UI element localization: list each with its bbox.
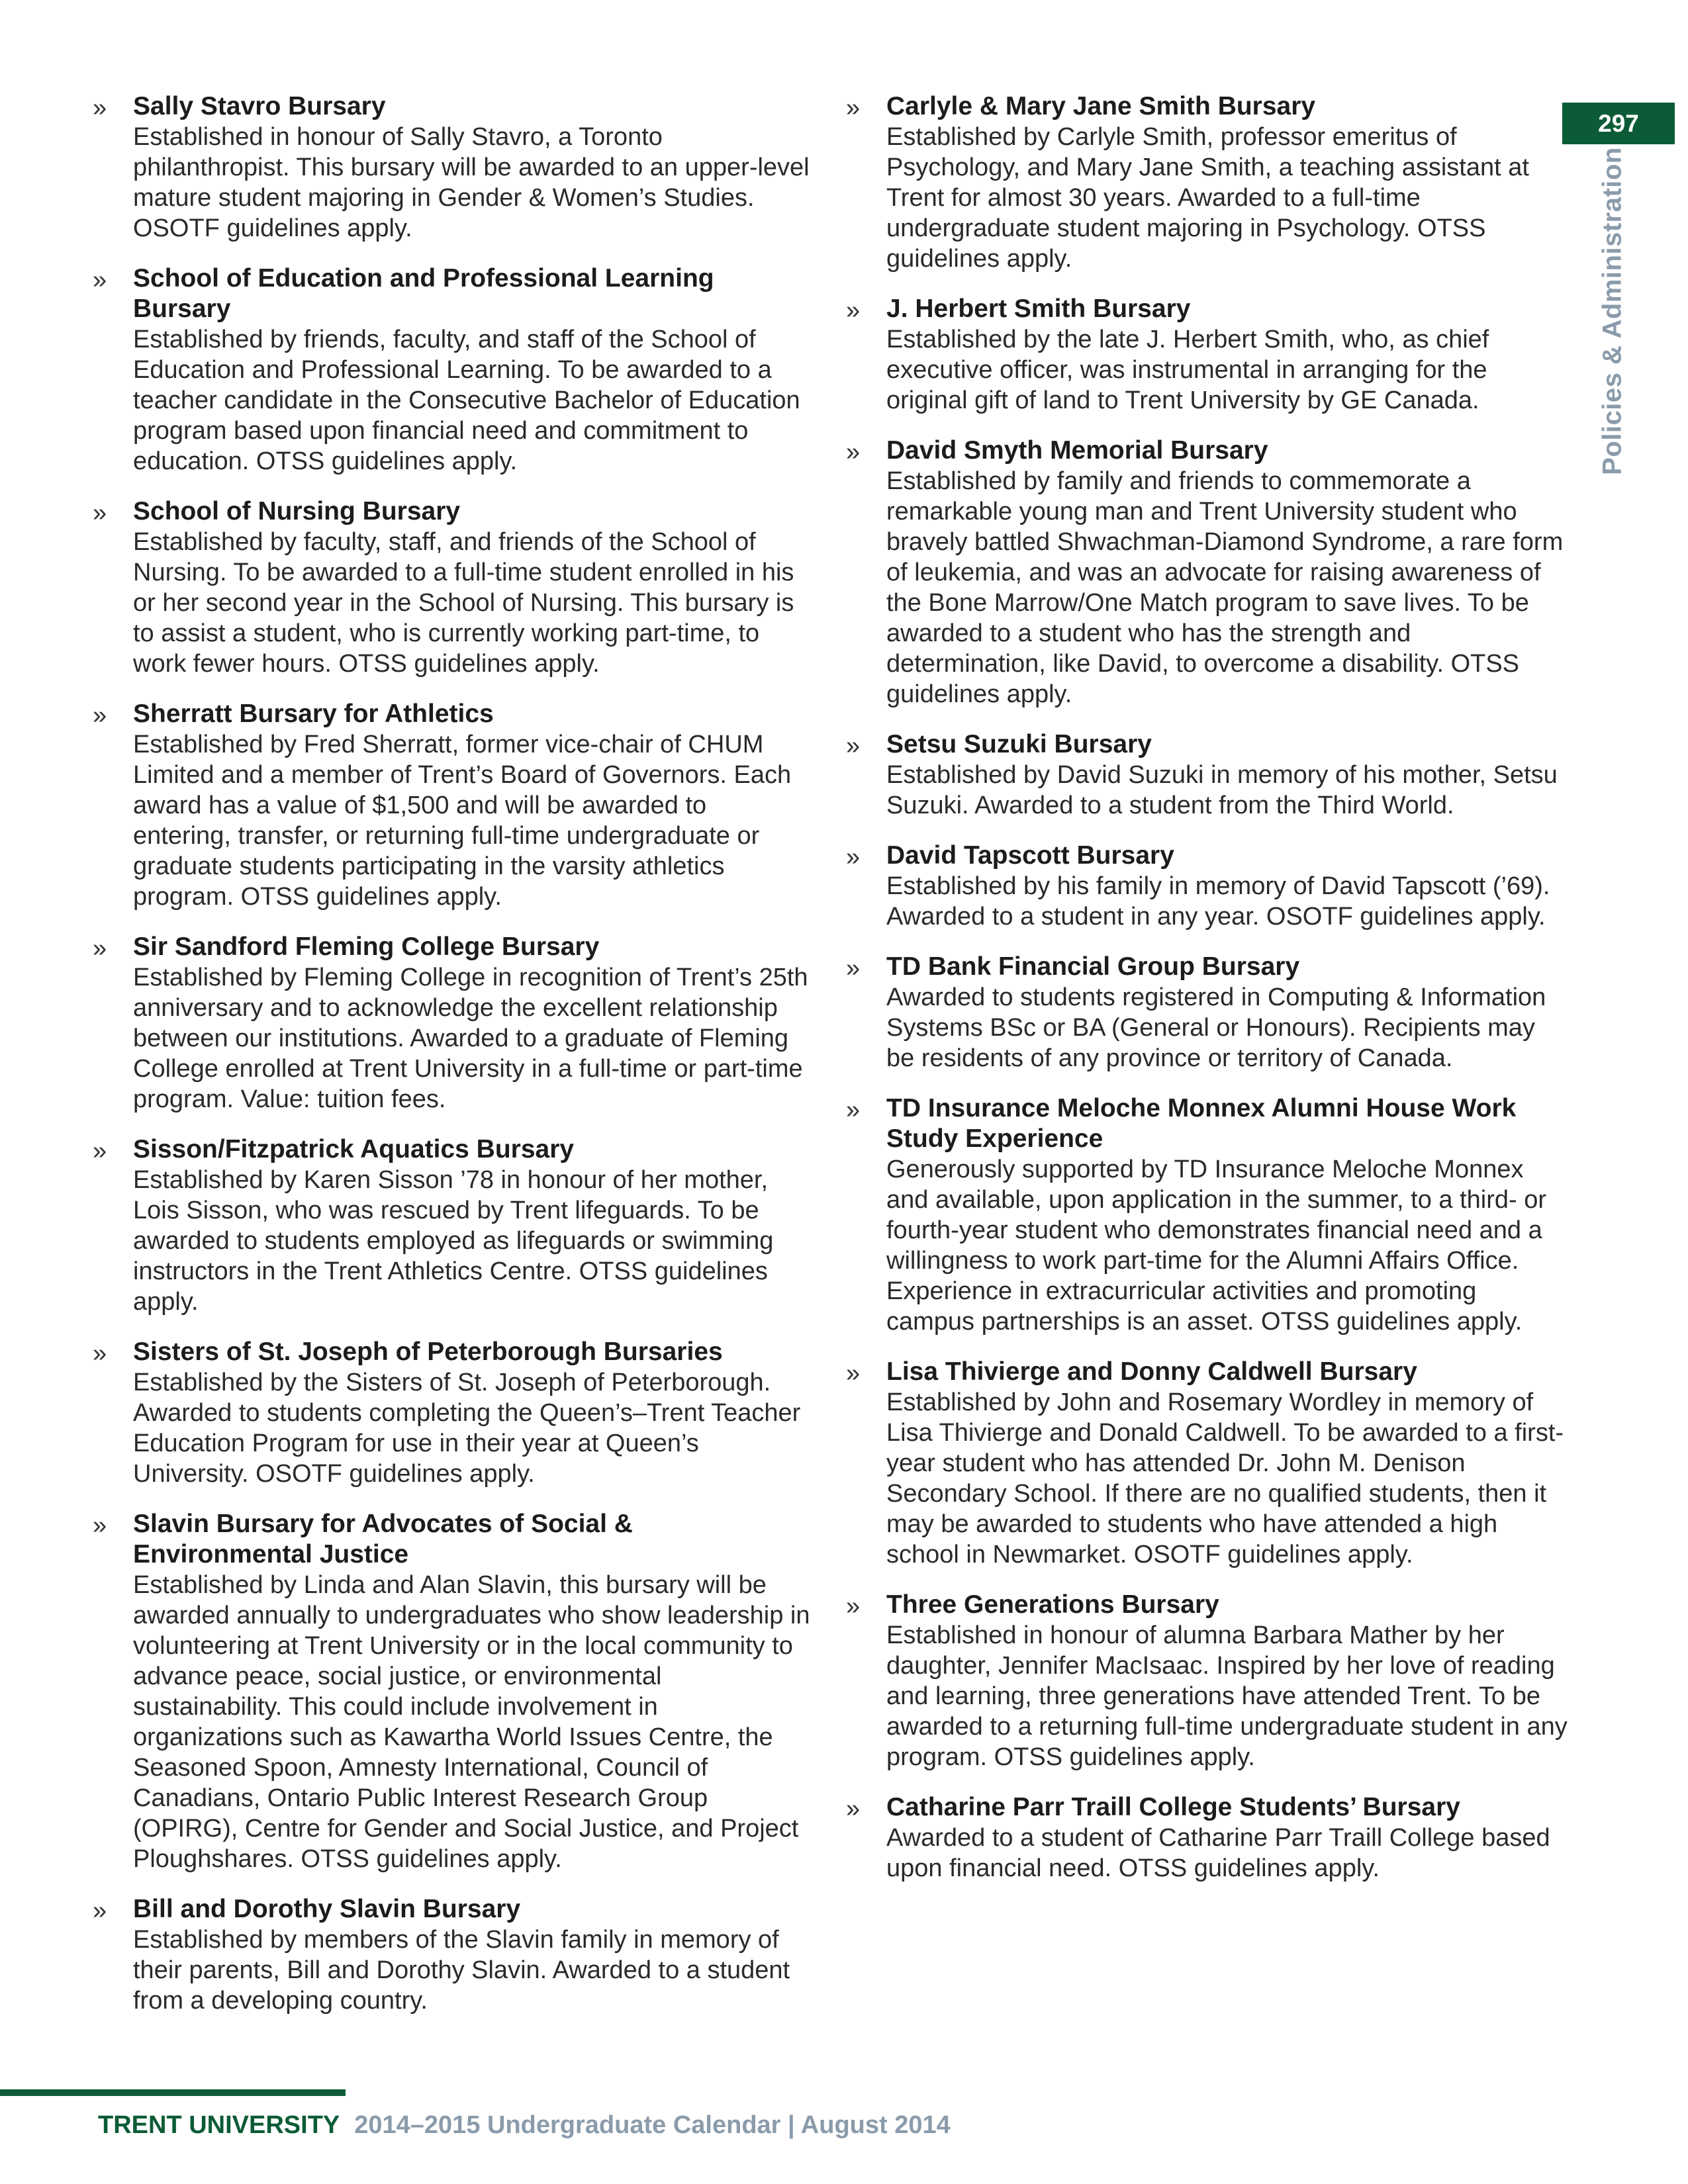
- bullet-marker: »: [846, 1592, 861, 1620]
- bursary-entry: [846, 1357, 1568, 1570]
- bullet-marker: »: [93, 1340, 107, 1367]
- bursary-title: David Tapscott Bursary: [886, 841, 1174, 870]
- footer-university: TRENT UNIVERSITY: [98, 2111, 340, 2139]
- bursary-description: Established by the late J. Herbert Smith, who, as chief executive officer, was instrumental in arranging for the original gift of land to Trent University by GE Canada.: [886, 326, 1489, 414]
- bursary-description: Established by Karen Sisson ’78 in honour of her mother, Lois Sisson, who was rescued by Trent lifeguards. To be awarded to students employed as lifeguards or swimming instructors in the Trent Athletics Centre. OTSS guidelines apply.: [133, 1166, 774, 1316]
- bullet-marker: »: [93, 702, 107, 729]
- bursary-entry: [93, 496, 811, 679]
- bursary-title: David Smyth Memorial Bursary: [886, 436, 1268, 465]
- bursary-entry: [846, 841, 1568, 932]
- bullet-marker: »: [93, 94, 107, 122]
- bursary-entry: [93, 932, 811, 1115]
- bullet-marker: »: [846, 1795, 861, 1823]
- bursary-description: Generously supported by TD Insurance Meloche Monnex and available, upon application in the summer, to a third- or fourth-year student who demonstrates financial need and a willingness to work part-time for the Alumni Affairs Office. Experience in extracurricular activities and promoting campus partnerships is an asset. OTSS guidelines apply.: [886, 1156, 1547, 1336]
- bullet-marker: »: [846, 1096, 861, 1124]
- page-number-tab: 297: [1562, 103, 1675, 144]
- bullet-marker: »: [846, 438, 861, 466]
- bullet-marker: »: [93, 1512, 107, 1539]
- bursary-description: Established by Linda and Alan Slavin, this bursary will be awarded annually to undergraduates who show leadership in volunteering at Trent University or in the local community to advance peace, social justice, or environmental sustainability. This could include involvement in organizations such as Kawartha World Issues Centre, the Seasoned Spoon, Amnesty International, Council of Canadians, Ontario Public Interest Research Group (OPIRG), Centre for Gender and Social Justice, and Project Ploughshares. OTSS guidelines apply.: [133, 1571, 810, 1873]
- bursary-description: Established by Fred Sherratt, former vice-chair of CHUM Limited and a member of Trent’s Board of Governors. Each award has a value of $1,500 and will be awarded to entering, transfer, or returning full-time undergraduate or graduate students participating in the varsity athletics program. OTSS guidelines apply.: [133, 731, 792, 911]
- footer-rule: [0, 2089, 346, 2096]
- bullet-marker: »: [846, 843, 861, 871]
- bursary-title: Sally Stavro Bursary: [133, 92, 386, 120]
- bursary-description: Established by Fleming College in recognition of Trent’s 25th anniversary and to acknowledge the excellent relationship between our institutions. Awarded to a graduate of Fleming College enrolled at Trent University in a full-time or part-time program. Value: tuition fees.: [133, 964, 808, 1113]
- bursary-description: Established in honour of Sally Stavro, a Toronto philanthropist. This bursary will be awarded to an upper-level mature student majoring in Gender & Women’s Studies. OSOTF guidelines apply.: [133, 123, 810, 242]
- bursary-entry: [93, 1134, 811, 1317]
- bursary-title: Catharine Parr Traill College Students’ Bursary: [886, 1793, 1460, 1821]
- bursary-description: Established by John and Rosemary Wordley in memory of Lisa Thivierge and Donald Caldwell. To be awarded to a first-year student who has attended Dr. John M. Denison Secondary School. If there are no qualified students, then it may be awarded to students who have attended a high school in Newmarket. OSOTF guidelines apply.: [886, 1388, 1564, 1569]
- bursary-title: Lisa Thivierge and Donny Caldwell Bursary: [886, 1357, 1417, 1386]
- bursary-title: Sir Sandford Fleming College Bursary: [133, 933, 600, 961]
- left-column: [93, 91, 811, 2036]
- bursary-entry: [846, 1792, 1568, 1884]
- bullet-marker: »: [93, 934, 107, 962]
- bursary-description: Established by members of the Slavin family in memory of their parents, Bill and Dorothy Slavin. Awarded to a student from a developing country.: [133, 1926, 790, 2015]
- right-column: [846, 91, 1568, 1903]
- bursary-entry: [846, 294, 1568, 416]
- bursary-description: Established by David Suzuki in memory of his mother, Setsu Suzuki. Awarded to a student from the Third World.: [886, 761, 1558, 819]
- bursary-entry: [846, 1093, 1568, 1337]
- bursary-entry: [93, 91, 811, 244]
- bursary-entry: [93, 1894, 811, 2016]
- section-label: Policies & Administration: [1597, 147, 1627, 475]
- bursary-entry: [846, 729, 1568, 821]
- bullet-marker: »: [93, 1897, 107, 1925]
- bursary-entry: [93, 699, 811, 912]
- bursary-title: Three Generations Bursary: [886, 1590, 1219, 1619]
- bullet-marker: »: [93, 266, 107, 294]
- bursary-title: Setsu Suzuki Bursary: [886, 730, 1152, 758]
- bursary-description: Established by Carlyle Smith, professor emeritus of Psychology, and Mary Jane Smith, a teaching assistant at Trent for almost 30 years. Awarded to a full-time undergraduate student majoring in Psychology. OTSS guidelines apply.: [886, 123, 1529, 273]
- footer: [98, 2110, 951, 2140]
- bullet-marker: »: [846, 296, 861, 324]
- bursary-description: Established in honour of alumna Barbara Mather by her daughter, Jennifer MacIsaac. Inspired by her love of reading and learning, three generations have attended Trent. To be awarded to a returning full-time undergraduate student in any program. OTSS guidelines apply.: [886, 1621, 1568, 1771]
- bursary-entry: [93, 263, 811, 477]
- bursary-title: TD Bank Financial Group Bursary: [886, 952, 1300, 981]
- bursary-title: School of Nursing Bursary: [133, 497, 461, 525]
- bursary-title: TD Insurance Meloche Monnex Alumni House Work Study Experience: [886, 1094, 1517, 1153]
- bursary-description: Established by his family in memory of David Tapscott (’69). Awarded to a student in any year. OSOTF guidelines apply.: [886, 872, 1550, 931]
- bursary-description: Awarded to a student of Catharine Parr Traill College based upon financial need. OTSS guidelines apply.: [886, 1824, 1550, 1882]
- bullet-marker: »: [846, 732, 861, 760]
- bursary-entry: [846, 91, 1568, 274]
- bullet-marker: »: [93, 499, 107, 527]
- bullet-marker: »: [93, 1137, 107, 1165]
- bullet-marker: »: [846, 94, 861, 122]
- bursary-title: J. Herbert Smith Bursary: [886, 295, 1191, 323]
- bursary-description: Established by friends, faculty, and staff of the School of Education and Professional Learning. To be awarded to a teacher candidate in the Consecutive Bachelor of Education program based upon financial need and commitment to education. OTSS guidelines apply.: [133, 326, 800, 475]
- bursary-title: Sherratt Bursary for Athletics: [133, 700, 494, 728]
- bursary-title: School of Education and Professional Learning Bursary: [133, 264, 714, 323]
- bursary-entry: [846, 1590, 1568, 1772]
- footer-calendar: 2014–2015 Undergraduate Calendar | August 2014: [354, 2111, 951, 2139]
- bursary-description: Awarded to students registered in Computing & Information Systems BSc or BA (General or Honours). Recipients may be residents of any province or territory of Canada.: [886, 983, 1546, 1072]
- bursary-entry: [846, 435, 1568, 709]
- bursary-title: Bill and Dorothy Slavin Bursary: [133, 1895, 521, 1923]
- bursary-title: Sisson/Fitzpatrick Aquatics Bursary: [133, 1135, 575, 1163]
- bursary-title: Sisters of St. Joseph of Peterborough Bursaries: [133, 1338, 723, 1366]
- bullet-marker: »: [846, 1359, 861, 1387]
- bursary-title: Slavin Bursary for Advocates of Social & Environmental Justice: [133, 1510, 633, 1569]
- bursary-description: Established by family and friends to commemorate a remarkable young man and Trent University student who bravely battled Shwachman-Diamond Syndrome, a rare form of leukemia, and was an advocate for raising awareness of the Bone Marrow/One Match program to save lives. To be awarded to a student who has the strength and determination, like David, to overcome a disability. OTSS guidelines apply.: [886, 467, 1564, 708]
- bursary-entry: [93, 1509, 811, 1874]
- bursary-entry: [93, 1337, 811, 1489]
- bursary-description: Established by faculty, staff, and friends of the School of Nursing. To be awarded to a full-time student enrolled in his or her second year in the School of Nursing. This bursary is to assist a student, who is currently working part-time, to work fewer hours. OTSS guidelines apply.: [133, 528, 794, 678]
- bursary-title: Carlyle & Mary Jane Smith Bursary: [886, 92, 1316, 120]
- bursary-description: Established by the Sisters of St. Joseph of Peterborough. Awarded to students completing the Queen’s–Trent Teacher Education Program for use in their year at Queen’s University. OSOTF guidelines apply.: [133, 1369, 801, 1488]
- bullet-marker: »: [846, 954, 861, 982]
- bursary-entry: [846, 952, 1568, 1073]
